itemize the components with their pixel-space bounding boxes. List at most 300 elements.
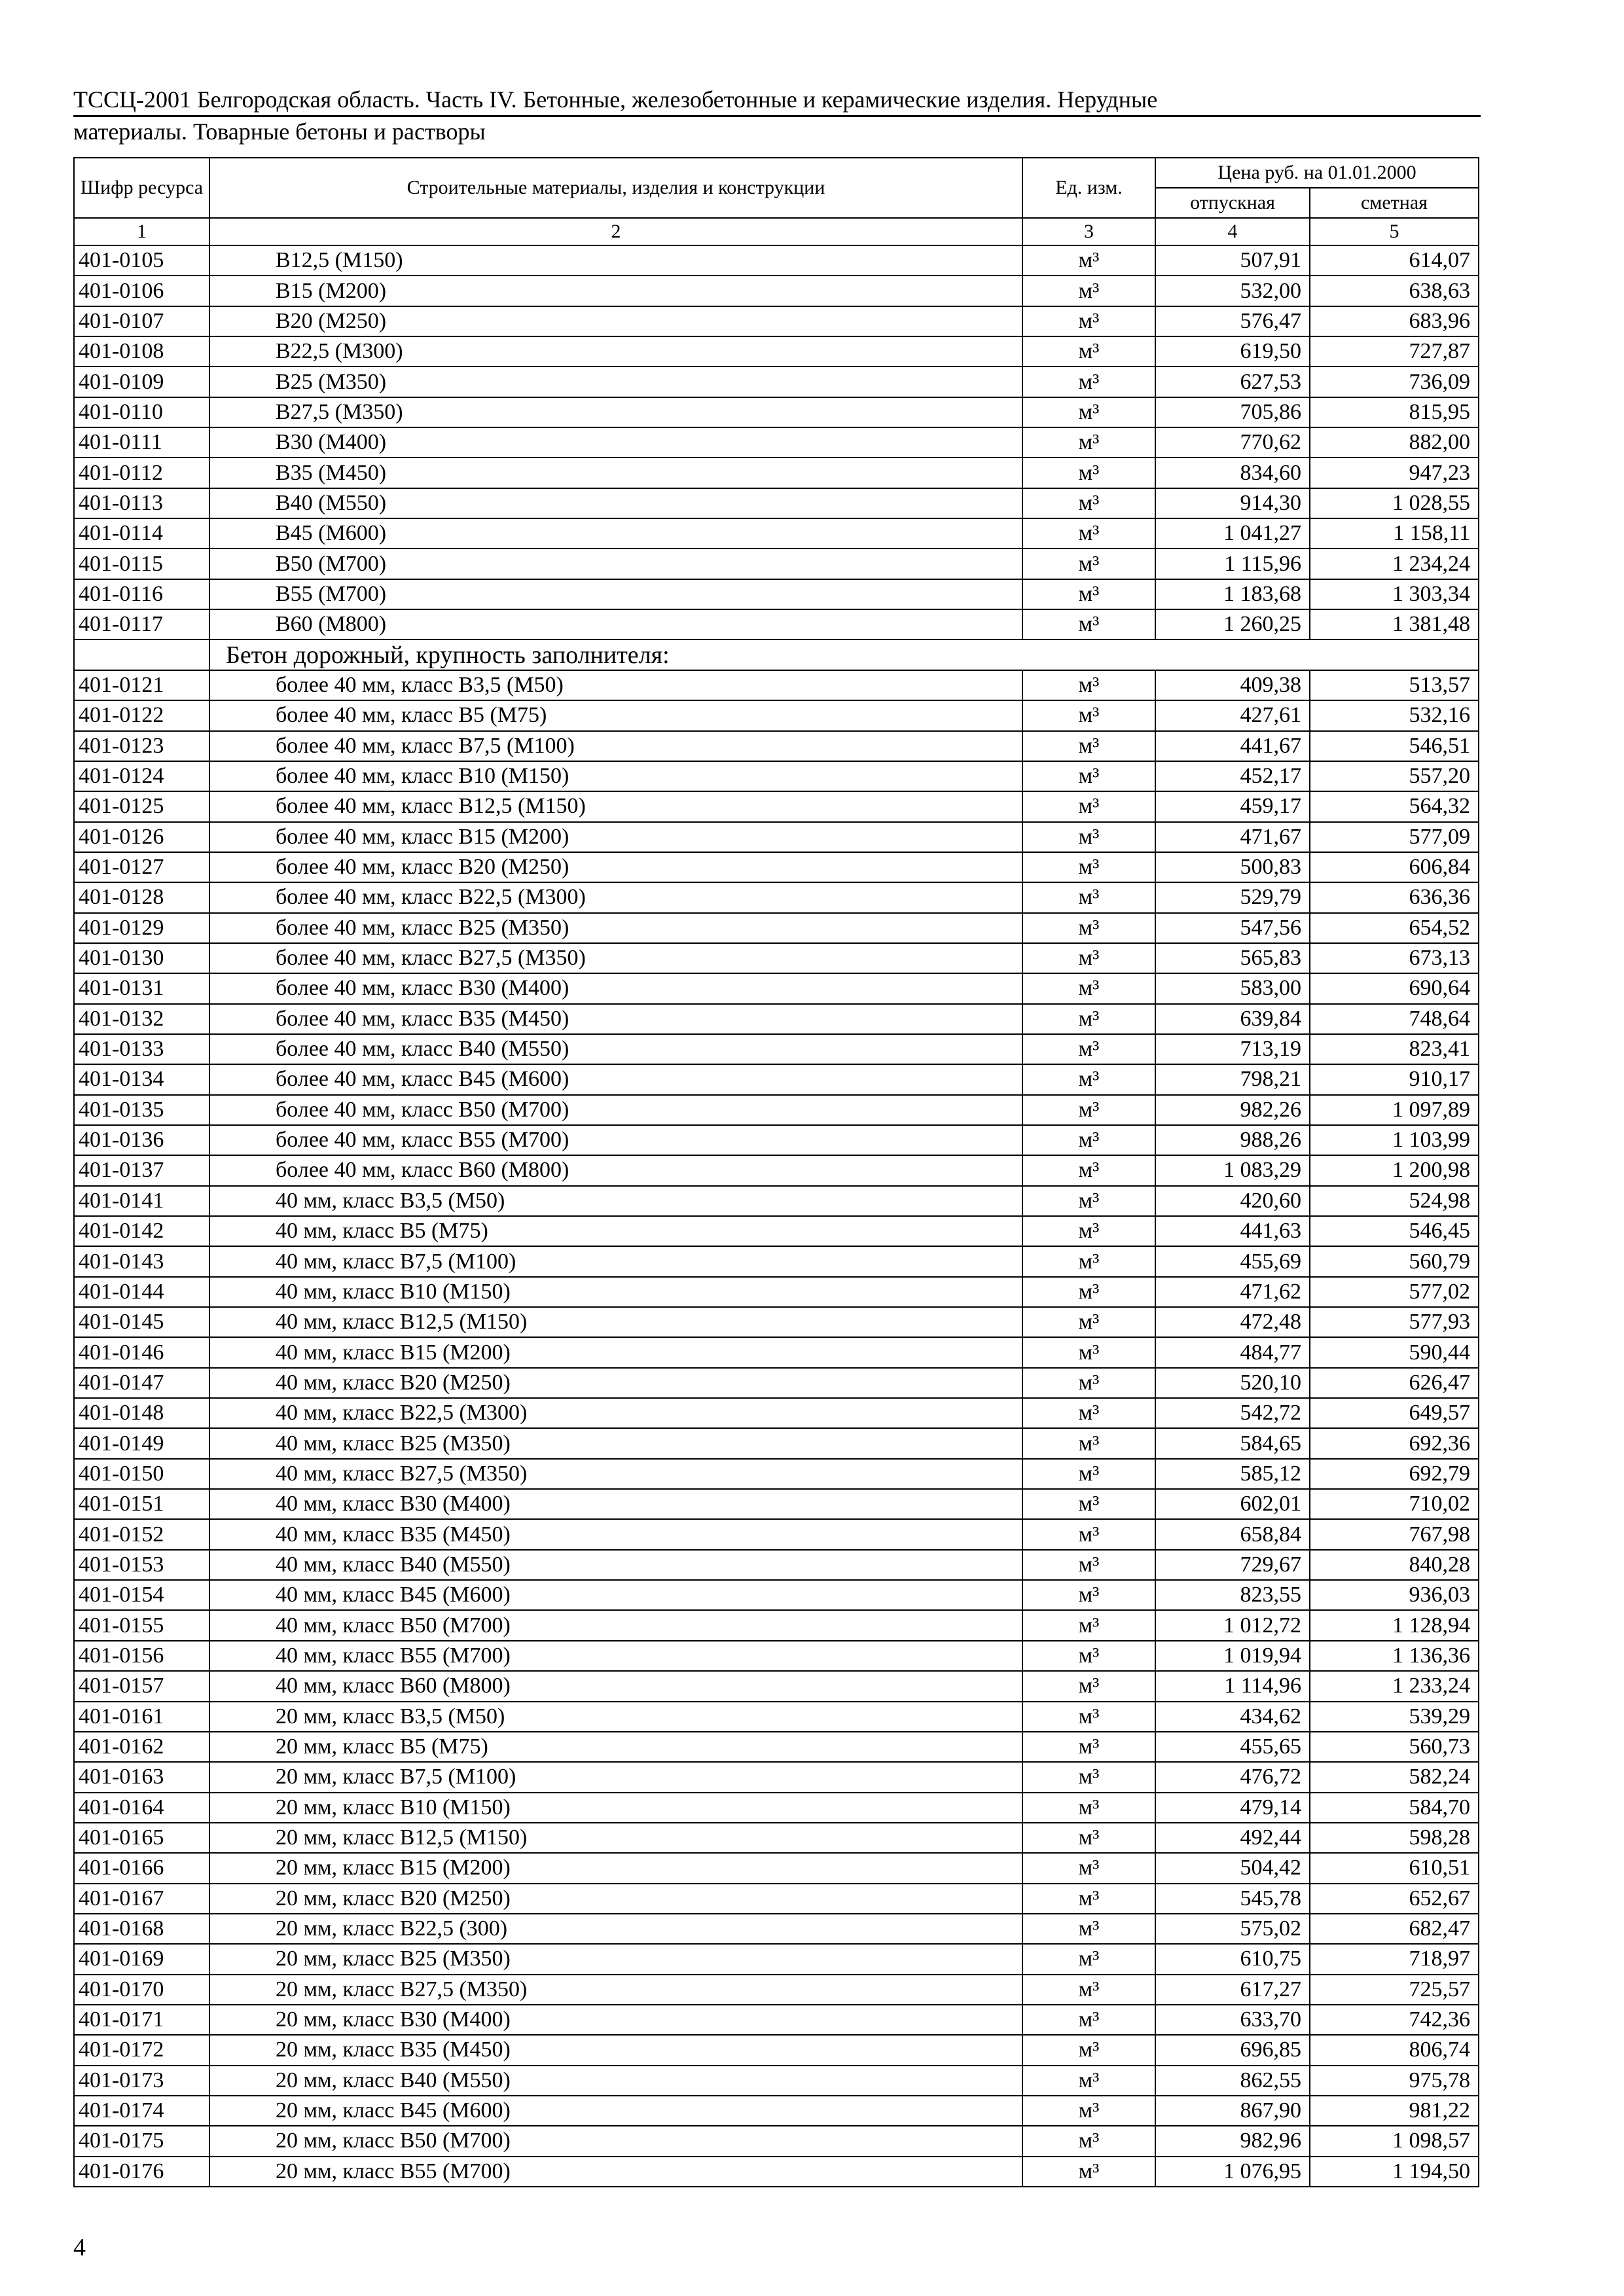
cell-price-release: 1 041,27 (1155, 518, 1310, 548)
cell-name: 40 мм, класс В35 (М450) (209, 1519, 1022, 1549)
cell-price-estimate: 910,17 (1310, 1064, 1479, 1094)
cell-price-estimate: 975,78 (1310, 2066, 1479, 2096)
table-row (74, 488, 1479, 518)
cell-price-release: 914,30 (1155, 488, 1310, 518)
table-row (74, 1337, 1479, 1367)
cell-name: В45 (М600) (209, 518, 1022, 548)
document-title-line-1: ТССЦ-2001 Белгородская область. Часть IV. Бетонные, железобетонные и керамические изделия. Нерудные (73, 85, 1481, 117)
cell-price-release: 459,17 (1155, 791, 1310, 821)
cell-name: более 40 мм, класс В45 (М600) (209, 1064, 1022, 1094)
cell-code: 401-0131 (74, 973, 209, 1003)
table-row (74, 1793, 1479, 1823)
cell-code: 401-0170 (74, 1975, 209, 2005)
cell-unit: м³ (1022, 1853, 1155, 1883)
table-row (74, 427, 1479, 457)
cell-price-estimate: 1 194,50 (1310, 2157, 1479, 2187)
cell-unit: м³ (1022, 943, 1155, 973)
cell-name: более 40 мм, класс В40 (М550) (209, 1034, 1022, 1064)
cell-code: 401-0172 (74, 2035, 209, 2065)
cell-name: 20 мм, класс В20 (М250) (209, 1884, 1022, 1914)
column-numbers-row (74, 218, 1479, 245)
cell-name: В22,5 (М300) (209, 336, 1022, 367)
cell-price-estimate: 936,03 (1310, 1580, 1479, 1610)
cell-code: 401-0127 (74, 852, 209, 882)
cell-price-estimate: 1 136,36 (1310, 1641, 1479, 1671)
cell-unit: м³ (1022, 276, 1155, 306)
table-row (74, 367, 1479, 397)
table-row (74, 973, 1479, 1003)
cell-price-release: 1 012,72 (1155, 1610, 1310, 1640)
cell-price-estimate: 748,64 (1310, 1004, 1479, 1034)
cell-price-estimate: 1 381,48 (1310, 609, 1479, 639)
cell-name: 20 мм, класс В7,5 (М100) (209, 1762, 1022, 1792)
cell-price-release: 988,26 (1155, 1125, 1310, 1155)
table-row (74, 2096, 1479, 2126)
cell-price-estimate: 610,51 (1310, 1853, 1479, 1883)
document-title-line-2: материалы. Товарные бетоны и растворы (73, 118, 486, 145)
cell-code: 401-0116 (74, 579, 209, 609)
cell-unit: м³ (1022, 1823, 1155, 1853)
table-row (74, 1762, 1479, 1792)
cell-code: 401-0173 (74, 2066, 209, 2096)
cell-price-estimate: 636,36 (1310, 882, 1479, 912)
cell-price-release: 585,12 (1155, 1459, 1310, 1489)
cell-price-release: 434,62 (1155, 1702, 1310, 1732)
table-row (74, 306, 1479, 336)
cell-price-release: 452,17 (1155, 761, 1310, 791)
cell-price-estimate: 727,87 (1310, 336, 1479, 367)
cell-price-release: 409,38 (1155, 670, 1310, 700)
cell-code: 401-0105 (74, 245, 209, 276)
cell-price-release: 471,62 (1155, 1277, 1310, 1307)
cell-unit: м³ (1022, 1459, 1155, 1489)
cell-price-release: 542,72 (1155, 1398, 1310, 1428)
cell-unit: м³ (1022, 1155, 1155, 1185)
cell-code: 401-0136 (74, 1125, 209, 1155)
cell-price-estimate: 557,20 (1310, 761, 1479, 791)
cell-code: 401-0135 (74, 1095, 209, 1125)
cell-price-release: 472,48 (1155, 1307, 1310, 1337)
table-row (74, 1428, 1479, 1458)
cell-price-estimate: 1 158,11 (1310, 518, 1479, 548)
cell-price-estimate: 981,22 (1310, 2096, 1479, 2126)
table-row (74, 1398, 1479, 1428)
cell-price-estimate: 1 200,98 (1310, 1155, 1479, 1185)
section-title: Бетон дорожный, крупность заполнителя: (209, 639, 1479, 670)
cell-unit: м³ (1022, 670, 1155, 700)
cell-code: 401-0123 (74, 731, 209, 761)
cell-price-estimate: 577,02 (1310, 1277, 1479, 1307)
cell-price-release: 441,67 (1155, 731, 1310, 761)
cell-price-estimate: 1 097,89 (1310, 1095, 1479, 1125)
cell-unit: м³ (1022, 1216, 1155, 1246)
cell-code: 401-0121 (74, 670, 209, 700)
cell-price-estimate: 652,67 (1310, 1884, 1479, 1914)
cell-unit: м³ (1022, 1793, 1155, 1823)
cell-code: 401-0156 (74, 1641, 209, 1671)
cell-code: 401-0137 (74, 1155, 209, 1185)
table-row (74, 731, 1479, 761)
cell-price-estimate: 692,79 (1310, 1459, 1479, 1489)
cell-price-estimate: 736,09 (1310, 367, 1479, 397)
cell-price-estimate: 564,32 (1310, 791, 1479, 821)
cell-code: 401-0147 (74, 1368, 209, 1398)
cell-unit: м³ (1022, 882, 1155, 912)
table-row (74, 852, 1479, 882)
cell-code: 401-0122 (74, 700, 209, 730)
cell-unit: м³ (1022, 2066, 1155, 2096)
cell-price-estimate: 546,51 (1310, 731, 1479, 761)
cell-price-estimate: 710,02 (1310, 1489, 1479, 1519)
cell-code: 401-0132 (74, 1004, 209, 1034)
cell-code: 401-0174 (74, 2096, 209, 2126)
header-name: Строительные материалы, изделия и конструкции (209, 158, 1022, 218)
table-row (74, 1914, 1479, 1944)
cell-price-release: 471,67 (1155, 822, 1310, 852)
column-number: 2 (209, 218, 1022, 245)
cell-price-estimate: 767,98 (1310, 1519, 1479, 1549)
cell-price-release: 798,21 (1155, 1064, 1310, 1094)
cell-name: В12,5 (М150) (209, 245, 1022, 276)
table-row (74, 943, 1479, 973)
column-number: 3 (1022, 218, 1155, 245)
cell-unit: м³ (1022, 1519, 1155, 1549)
cell-price-estimate: 1 303,34 (1310, 579, 1479, 609)
cell-price-release: 575,02 (1155, 1914, 1310, 1944)
cell-price-release: 658,84 (1155, 1519, 1310, 1549)
cell-unit: м³ (1022, 1368, 1155, 1398)
cell-name: 20 мм, класс В45 (М600) (209, 2096, 1022, 2126)
table-row (74, 1155, 1479, 1185)
cell-code: 401-0126 (74, 822, 209, 852)
cell-price-estimate: 584,70 (1310, 1793, 1479, 1823)
table-row (74, 1610, 1479, 1640)
table-row (74, 1277, 1479, 1307)
cell-price-release: 834,60 (1155, 457, 1310, 488)
table-row (74, 1671, 1479, 1701)
cell-unit: м³ (1022, 822, 1155, 852)
cell-price-estimate: 614,07 (1310, 245, 1479, 276)
cell-price-estimate: 1 233,24 (1310, 1671, 1479, 1701)
cell-name: 20 мм, класс В35 (М450) (209, 2035, 1022, 2065)
table-row (74, 1459, 1479, 1489)
cell-price-release: 484,77 (1155, 1337, 1310, 1367)
cell-code: 401-0163 (74, 1762, 209, 1792)
cell-unit: м³ (1022, 1944, 1155, 1974)
cell-price-estimate: 590,44 (1310, 1337, 1479, 1367)
cell-unit: м³ (1022, 548, 1155, 579)
price-table (73, 157, 1479, 2187)
cell-code: 401-0128 (74, 882, 209, 912)
cell-price-release: 867,90 (1155, 2096, 1310, 2126)
table-row (74, 1095, 1479, 1125)
table-row (74, 548, 1479, 579)
table-row (74, 1246, 1479, 1276)
cell-price-estimate: 725,57 (1310, 1975, 1479, 2005)
cell-name: 40 мм, класс В12,5 (М150) (209, 1307, 1022, 1337)
cell-price-estimate: 815,95 (1310, 397, 1479, 427)
cell-name: 20 мм, класс В12,5 (М150) (209, 1823, 1022, 1853)
cell-code: 401-0154 (74, 1580, 209, 1610)
cell-unit: м³ (1022, 2005, 1155, 2035)
table-row (74, 1186, 1479, 1216)
table-row (74, 518, 1479, 548)
cell-name: В60 (М800) (209, 609, 1022, 639)
cell-code: 401-0111 (74, 427, 209, 457)
cell-unit: м³ (1022, 1641, 1155, 1671)
table-row (74, 1641, 1479, 1671)
cell-price-estimate: 546,45 (1310, 1216, 1479, 1246)
cell-name: 20 мм, класс В10 (М150) (209, 1793, 1022, 1823)
cell-code: 401-0113 (74, 488, 209, 518)
cell-name: 40 мм, класс В45 (М600) (209, 1580, 1022, 1610)
cell-price-estimate: 1 103,99 (1310, 1125, 1479, 1155)
cell-code: 401-0110 (74, 397, 209, 427)
cell-name: 20 мм, класс В55 (М700) (209, 2157, 1022, 2187)
cell-price-release: 982,96 (1155, 2126, 1310, 2156)
cell-price-release: 617,27 (1155, 1975, 1310, 2005)
cell-unit: м³ (1022, 1732, 1155, 1762)
cell-unit: м³ (1022, 1246, 1155, 1276)
cell-price-estimate: 513,57 (1310, 670, 1479, 700)
cell-price-estimate: 577,09 (1310, 822, 1479, 852)
cell-unit: м³ (1022, 1884, 1155, 1914)
cell-price-release: 823,55 (1155, 1580, 1310, 1610)
cell-unit: м³ (1022, 397, 1155, 427)
cell-code: 401-0108 (74, 336, 209, 367)
cell-name: 40 мм, класс В27,5 (М350) (209, 1459, 1022, 1489)
cell-price-release: 545,78 (1155, 1884, 1310, 1914)
cell-unit: м³ (1022, 1277, 1155, 1307)
cell-code: 401-0164 (74, 1793, 209, 1823)
cell-unit: м³ (1022, 1337, 1155, 1367)
cell-price-release: 1 115,96 (1155, 548, 1310, 579)
table-row (74, 1944, 1479, 1974)
cell-code: 401-0145 (74, 1307, 209, 1337)
cell-name: более 40 мм, класс В30 (М400) (209, 973, 1022, 1003)
cell-price-release: 729,67 (1155, 1550, 1310, 1580)
section-blank-cell (74, 639, 209, 670)
table-row (74, 1550, 1479, 1580)
cell-price-estimate: 598,28 (1310, 1823, 1479, 1853)
cell-code: 401-0167 (74, 1884, 209, 1914)
cell-unit: м³ (1022, 427, 1155, 457)
cell-unit: м³ (1022, 1186, 1155, 1216)
cell-name: В15 (М200) (209, 276, 1022, 306)
cell-price-release: 507,91 (1155, 245, 1310, 276)
cell-price-estimate: 654,52 (1310, 913, 1479, 943)
cell-price-estimate: 532,16 (1310, 700, 1479, 730)
cell-code: 401-0114 (74, 518, 209, 548)
table-row (74, 670, 1479, 700)
cell-name: В40 (М550) (209, 488, 1022, 518)
cell-price-release: 576,47 (1155, 306, 1310, 336)
cell-price-release: 455,65 (1155, 1732, 1310, 1762)
cell-price-estimate: 718,97 (1310, 1944, 1479, 1974)
cell-unit: м³ (1022, 973, 1155, 1003)
table-row (74, 2126, 1479, 2156)
table-row (74, 1216, 1479, 1246)
cell-price-release: 770,62 (1155, 427, 1310, 457)
cell-price-estimate: 682,47 (1310, 1914, 1479, 1944)
cell-price-estimate: 1 128,94 (1310, 1610, 1479, 1640)
cell-name: В30 (М400) (209, 427, 1022, 457)
cell-price-estimate: 524,98 (1310, 1186, 1479, 1216)
cell-code: 401-0171 (74, 2005, 209, 2035)
cell-unit: м³ (1022, 2035, 1155, 2065)
cell-price-release: 479,14 (1155, 1793, 1310, 1823)
table-row (74, 1034, 1479, 1064)
cell-price-release: 1 183,68 (1155, 579, 1310, 609)
cell-price-release: 610,75 (1155, 1944, 1310, 1974)
cell-price-release: 547,56 (1155, 913, 1310, 943)
cell-price-estimate: 823,41 (1310, 1034, 1479, 1064)
cell-unit: м³ (1022, 2126, 1155, 2156)
table-body (74, 245, 1479, 2187)
cell-code: 401-0106 (74, 276, 209, 306)
cell-unit: м³ (1022, 1398, 1155, 1428)
cell-unit: м³ (1022, 579, 1155, 609)
page-number: 4 (73, 2234, 86, 2261)
table-row (74, 822, 1479, 852)
table-row (74, 882, 1479, 912)
cell-unit: м³ (1022, 457, 1155, 488)
cell-price-release: 1 019,94 (1155, 1641, 1310, 1671)
cell-unit: м³ (1022, 518, 1155, 548)
cell-unit: м³ (1022, 1702, 1155, 1732)
table-row (74, 397, 1479, 427)
table-row (74, 276, 1479, 306)
cell-price-release: 455,69 (1155, 1246, 1310, 1276)
cell-name: 20 мм, класс В50 (М700) (209, 2126, 1022, 2156)
cell-price-estimate: 606,84 (1310, 852, 1479, 882)
cell-price-estimate: 577,93 (1310, 1307, 1479, 1337)
cell-name: 20 мм, класс В30 (М400) (209, 2005, 1022, 2035)
cell-unit: м³ (1022, 336, 1155, 367)
cell-name: 20 мм, класс В22,5 (300) (209, 1914, 1022, 1944)
cell-name: 20 мм, класс В15 (М200) (209, 1853, 1022, 1883)
table-row (74, 1125, 1479, 1155)
cell-price-release: 500,83 (1155, 852, 1310, 882)
cell-name: более 40 мм, класс В25 (М350) (209, 913, 1022, 943)
cell-price-release: 1 076,95 (1155, 2157, 1310, 2187)
cell-code: 401-0146 (74, 1337, 209, 1367)
table-row (74, 761, 1479, 791)
cell-price-estimate: 1 028,55 (1310, 488, 1479, 518)
cell-code: 401-0143 (74, 1246, 209, 1276)
cell-price-release: 982,26 (1155, 1095, 1310, 1125)
cell-price-estimate: 582,24 (1310, 1762, 1479, 1792)
cell-code: 401-0157 (74, 1671, 209, 1701)
cell-price-release: 639,84 (1155, 1004, 1310, 1034)
cell-unit: м³ (1022, 1671, 1155, 1701)
cell-price-estimate: 882,00 (1310, 427, 1479, 457)
cell-name: более 40 мм, класс В35 (М450) (209, 1004, 1022, 1034)
column-number: 4 (1155, 218, 1310, 245)
cell-name: В25 (М350) (209, 367, 1022, 397)
cell-unit: м³ (1022, 1975, 1155, 2005)
cell-price-release: 1 083,29 (1155, 1155, 1310, 1185)
cell-price-release: 427,61 (1155, 700, 1310, 730)
cell-price-estimate: 626,47 (1310, 1368, 1479, 1398)
cell-code: 401-0152 (74, 1519, 209, 1549)
cell-code: 401-0153 (74, 1550, 209, 1580)
cell-code: 401-0169 (74, 1944, 209, 1974)
cell-code: 401-0141 (74, 1186, 209, 1216)
cell-code: 401-0148 (74, 1398, 209, 1428)
table-row (74, 913, 1479, 943)
cell-unit: м³ (1022, 700, 1155, 730)
cell-price-release: 565,83 (1155, 943, 1310, 973)
cell-unit: м³ (1022, 852, 1155, 882)
cell-name: 40 мм, класс В50 (М700) (209, 1610, 1022, 1640)
column-number: 5 (1310, 218, 1479, 245)
cell-name: В50 (М700) (209, 548, 1022, 579)
cell-name: 20 мм, класс В3,5 (М50) (209, 1702, 1022, 1732)
table-row (74, 457, 1479, 488)
cell-name: 40 мм, класс В5 (М75) (209, 1216, 1022, 1246)
cell-unit: м³ (1022, 2157, 1155, 2187)
cell-price-estimate: 683,96 (1310, 306, 1479, 336)
cell-price-release: 713,19 (1155, 1034, 1310, 1064)
table-row (74, 1732, 1479, 1762)
table-row (74, 791, 1479, 821)
cell-price-estimate: 673,13 (1310, 943, 1479, 973)
cell-unit: м³ (1022, 1095, 1155, 1125)
cell-unit: м³ (1022, 1550, 1155, 1580)
cell-code: 401-0162 (74, 1732, 209, 1762)
table-row (74, 1064, 1479, 1094)
cell-name: более 40 мм, класс В7,5 (М100) (209, 731, 1022, 761)
cell-name: 40 мм, класс В3,5 (М50) (209, 1186, 1022, 1216)
cell-unit: м³ (1022, 731, 1155, 761)
cell-price-release: 584,65 (1155, 1428, 1310, 1458)
cell-price-release: 476,72 (1155, 1762, 1310, 1792)
cell-code: 401-0125 (74, 791, 209, 821)
table-row (74, 1307, 1479, 1337)
cell-name: 40 мм, класс В55 (М700) (209, 1641, 1022, 1671)
cell-price-release: 532,00 (1155, 276, 1310, 306)
cell-price-estimate: 742,36 (1310, 2005, 1479, 2035)
cell-unit: м³ (1022, 609, 1155, 639)
cell-code: 401-0107 (74, 306, 209, 336)
table-row (74, 1519, 1479, 1549)
header-unit: Ед. изм. (1022, 158, 1155, 218)
cell-name: 20 мм, класс В40 (М550) (209, 2066, 1022, 2096)
cell-price-estimate: 692,36 (1310, 1428, 1479, 1458)
cell-price-release: 1 114,96 (1155, 1671, 1310, 1701)
cell-name: В35 (М450) (209, 457, 1022, 488)
cell-unit: м³ (1022, 2096, 1155, 2126)
cell-name: более 40 мм, класс В10 (М150) (209, 761, 1022, 791)
cell-code: 401-0117 (74, 609, 209, 639)
cell-unit: м³ (1022, 1004, 1155, 1034)
cell-price-estimate: 638,63 (1310, 276, 1479, 306)
table-row (74, 2005, 1479, 2035)
cell-name: В55 (М700) (209, 579, 1022, 609)
cell-name: более 40 мм, класс В50 (М700) (209, 1095, 1022, 1125)
cell-price-release: 492,44 (1155, 1823, 1310, 1853)
table-row (74, 336, 1479, 367)
cell-name: 20 мм, класс В25 (М350) (209, 1944, 1022, 1974)
cell-price-estimate: 690,64 (1310, 973, 1479, 1003)
section-row (74, 639, 1479, 670)
cell-unit: м³ (1022, 245, 1155, 276)
cell-unit: м³ (1022, 1064, 1155, 1094)
cell-price-estimate: 1 234,24 (1310, 548, 1479, 579)
table-row (74, 1004, 1479, 1034)
cell-name: В20 (М250) (209, 306, 1022, 336)
